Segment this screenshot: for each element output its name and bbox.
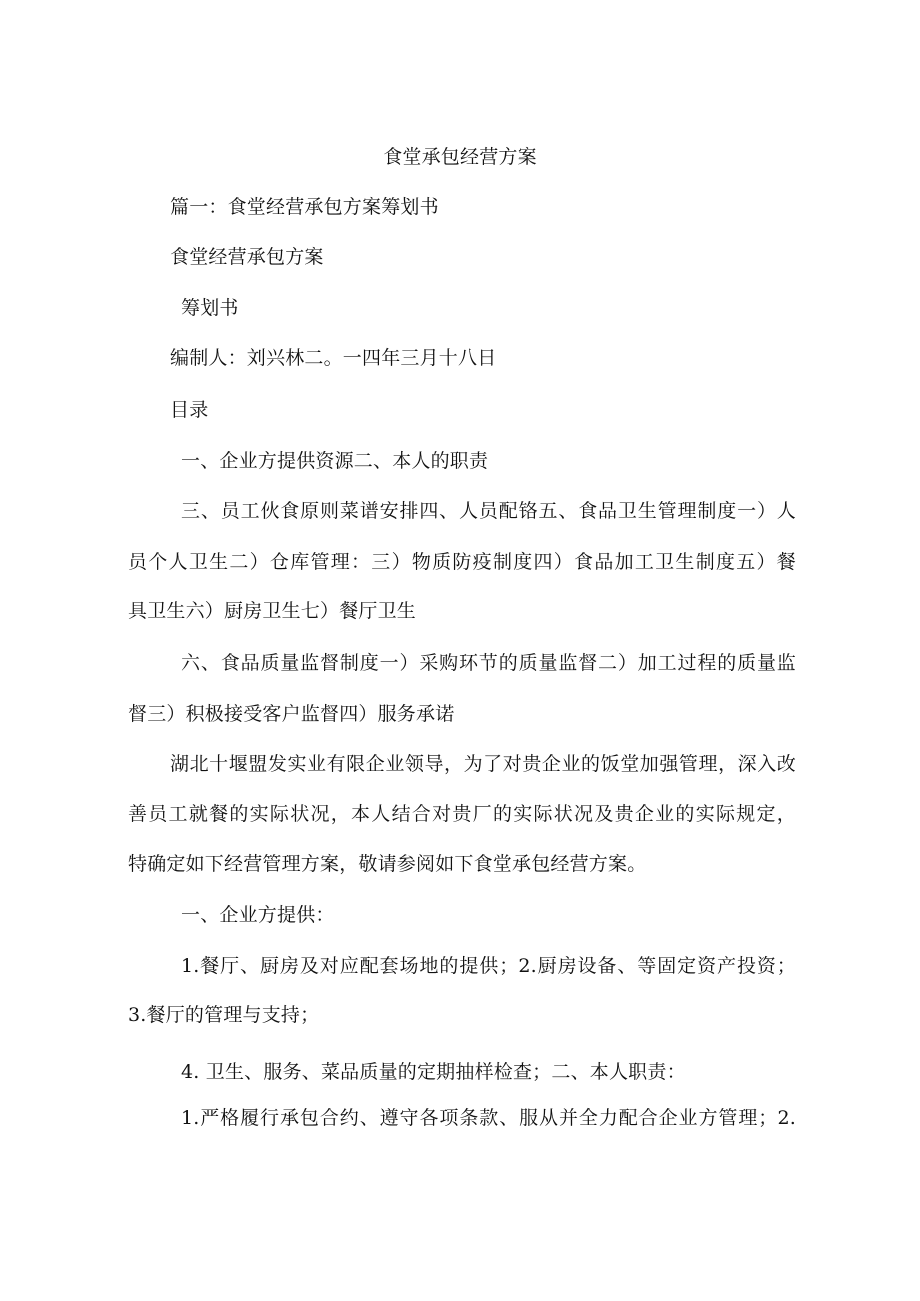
body-paragraph-line: 湖北十堰盟发实业有限企业领导，为了对贵企业的饭堂加强管理，深入改 <box>170 753 796 775</box>
body-paragraph-line: 善员工就餐的实际状况，本人结合对贵厂的实际状况及贵企业的实际规定， <box>128 803 796 825</box>
toc-line: 三、员工伙食原则菜谱安排四、人员配铬五、食品卫生管理制度一）人 <box>181 500 796 522</box>
list-line: 1.严格履行承包合约、遵守各项条款、服从并全力配合企业方管理；2. <box>181 1107 796 1129</box>
document-title: 食堂承包经营方案 <box>383 146 537 168</box>
list-line: 3.餐厅的管理与支持； <box>128 1004 320 1026</box>
toc-line: 六、食品质量监督制度一）采购环节的质量监督二）加工过程的质量监 <box>181 652 796 674</box>
author-line: 编制人：刘兴林二。一四年三月十八日 <box>170 347 497 369</box>
toc-line: 具卫生六）厨房卫生七）餐厅卫生 <box>128 600 417 622</box>
toc-line: 员个人卫生二）仓库管理：三）物质防疫制度四）食品加工卫生制度五）餐 <box>128 551 796 573</box>
toc-line: 督三）积极接受客户监督四）服务承诺 <box>128 703 455 725</box>
section-line: 一、企业方提供： <box>181 904 335 926</box>
list-line: 4. 卫生、服务、菜品质量的定期抽样检查；二、本人职责： <box>181 1061 686 1083</box>
body-paragraph-line: 特确定如下经营管理方案，敬请参阅如下食堂承包经营方案。 <box>128 853 647 875</box>
plan-subtitle: 筹划书 <box>181 297 239 319</box>
toc-line: 一、企业方提供资源二、本人的职责 <box>181 450 489 472</box>
list-line: 1.餐厅、厨房及对应配套场地的提供；2.厨房设备、等固定资产投资； <box>181 955 796 977</box>
toc-heading: 目录 <box>170 399 209 421</box>
plan-title: 食堂经营承包方案 <box>170 246 324 268</box>
section-heading: 篇一：食堂经营承包方案筹划书 <box>170 196 439 218</box>
